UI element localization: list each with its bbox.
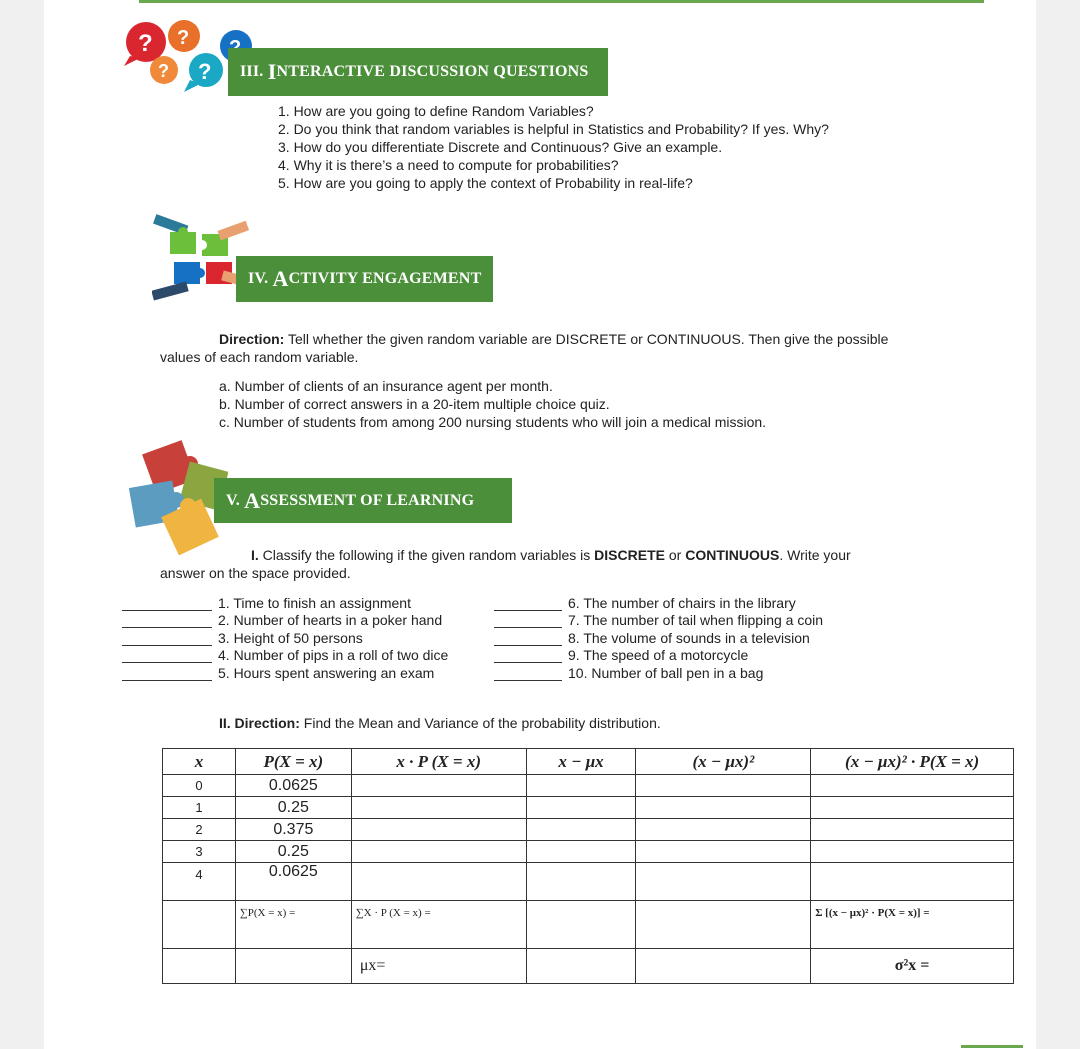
table-row [163,819,1014,841]
mean-label[interactable]: μx= [351,949,526,984]
direction-text: Tell whether the given random variable are DISCRETE or CONTINUOUS. Then give the possible [284,331,889,347]
answer-row [122,611,442,628]
answer-cell[interactable] [636,797,811,819]
answer-blank[interactable] [494,613,562,628]
part2-label: II. Direction: [219,715,300,731]
section5-banner [214,478,512,523]
answer-cell[interactable] [351,841,526,863]
answer-cell[interactable] [811,797,1014,819]
sum-variance-label[interactable]: Σ [(x − μx)² · P(X = x)] = [811,901,1014,949]
list-item: 4. Why it is there’s a need to compute for probabilities? [278,157,619,173]
answer-blank[interactable] [494,666,562,681]
answer-blank[interactable] [494,596,562,611]
result-row [163,949,1014,984]
x-cell: 2 [163,819,236,841]
answer-row [494,646,748,663]
table-row [163,863,1014,901]
p-cell: 0.0625 [235,863,351,901]
answer-row [122,629,363,646]
p-cell: 0.375 [235,819,351,841]
answer-row [494,611,823,628]
part1-text-end: . Write your [779,547,851,563]
section4-title: CTIVITY ENGAGEMENT [288,270,482,287]
list-item: 1. How are you going to define Random Variables? [278,103,594,119]
empty-cell [526,949,636,984]
answer-blank[interactable] [494,648,562,663]
empty-cell [526,901,636,949]
answer-row [122,646,448,663]
section5-num: V. [226,491,240,509]
empty-cell [163,949,236,984]
section3-title: NTERACTIVE DISCUSSION QUESTIONS [276,63,589,80]
item-label: 7. The number of tail when flipping a coin [568,612,824,628]
activity-items [219,377,766,431]
answer-cell[interactable] [351,775,526,797]
answer-cell[interactable] [351,819,526,841]
p-cell: 0.25 [235,841,351,863]
part1-label: I. [251,547,259,563]
x-cell: 0 [163,775,236,797]
section5-part2-direction [219,714,661,732]
section3-first: I [267,59,277,84]
answer-cell[interactable] [636,863,811,901]
answer-cell[interactable] [526,819,636,841]
empty-cell [235,949,351,984]
sum-row [163,901,1014,949]
answer-cell[interactable] [811,841,1014,863]
section4-num: IV. [248,270,269,287]
top-rule [139,0,984,3]
answer-cell[interactable] [636,819,811,841]
answer-blank[interactable] [122,648,212,663]
col-header: x [163,749,236,775]
list-item: b. Number of correct answers in a 20-item multiple choice quiz. [219,396,610,412]
svg-text:?: ? [177,27,190,49]
col-header: (x − μx)² [636,749,811,775]
svg-text:?: ? [138,30,153,57]
item-label: 10. Number of ball pen in a bag [568,665,764,681]
bottom-rule [961,1045,1023,1048]
table-row [163,797,1014,819]
answer-cell[interactable] [351,863,526,901]
answer-blank[interactable] [494,631,562,646]
section4-banner [236,256,493,302]
answer-cell[interactable] [811,775,1014,797]
section3-banner [228,48,608,96]
answer-cell[interactable] [811,819,1014,841]
puzzle-pieces-icon [128,440,228,558]
item-label: 4. Number of pips in a roll of two dice [218,647,449,663]
col-header: (x − μx)² · P(X = x) [811,749,1014,775]
answer-row [122,664,434,681]
answer-cell[interactable] [351,797,526,819]
sum-xp-label[interactable]: ∑X · P (X = x) = [351,901,526,949]
section5-title: SSESSMENT OF LEARNING [260,491,475,509]
item-label: 2. Number of hearts in a poker hand [218,612,443,628]
answer-cell[interactable] [636,775,811,797]
svg-text:?: ? [198,59,212,84]
table-row [163,841,1014,863]
probability-table [162,748,1014,984]
item-label: 8. The volume of sounds in a television [568,630,810,646]
x-cell: 1 [163,797,236,819]
answer-cell[interactable] [811,863,1014,901]
section4-direction [160,330,940,366]
item-label: 9. The speed of a motorcycle [568,647,749,663]
list-item: 2. Do you think that random variables is helpful in Statistics and Probability? If yes. Why? [278,121,829,137]
list-item: 3. How do you differentiate Discrete and Continuous? Give an example. [278,139,723,155]
list-item: a. Number of clients of an insurance agent per month. [219,378,553,394]
discrete-word: DISCRETE [594,547,665,563]
continuous-word: CONTINUOUS [685,547,780,563]
answer-blank[interactable] [122,666,212,681]
list-item: 5. How are you going to apply the context of Probability in real-life? [278,175,693,191]
answer-row [494,664,763,681]
empty-cell [636,949,811,984]
svg-text:?: ? [158,61,169,81]
empty-cell [636,901,811,949]
p-cell: 0.0625 [235,775,351,797]
x-cell: 3 [163,841,236,863]
answer-blank[interactable] [122,631,212,646]
x-cell: 4 [163,863,236,901]
variance-label[interactable]: σ²x = [811,949,1014,984]
section3-num: III. [240,63,264,80]
discussion-questions [278,102,829,192]
item-label: 3. Height of 50 persons [218,630,363,646]
table-header-row [163,749,1014,775]
col-header: P(X = x) [235,749,351,775]
answer-cell[interactable] [526,841,636,863]
answer-cell[interactable] [636,841,811,863]
answer-cell[interactable] [526,863,636,901]
answer-blank[interactable] [122,613,212,628]
item-label: 6. The number of chairs in the library [568,595,796,611]
part1-text-2: answer on the space provided. [160,565,351,581]
part1-text: Classify the following if the given random variables is [258,547,595,563]
direction-text-2: values of each random variable. [160,349,359,365]
answer-row [122,594,411,611]
item-label: 5. Hours spent answering an exam [218,665,435,681]
answer-row [494,629,810,646]
answer-cell[interactable] [526,775,636,797]
or-word: or [664,547,686,563]
section4-first: A [272,266,289,291]
section5-part1-direction [160,546,940,582]
p-cell: 0.25 [235,797,351,819]
item-label: 1. Time to finish an assignment [218,595,411,611]
direction-label: Direction: [219,331,285,347]
sum-p-label: ∑P(X = x) = [235,901,351,949]
table-row [163,775,1014,797]
col-header: x − μx [526,749,636,775]
empty-cell [163,901,236,949]
part2-text: Find the Mean and Variance of the probability distribution. [299,715,661,731]
answer-blank[interactable] [122,596,212,611]
answer-cell[interactable] [526,797,636,819]
list-item: c. Number of students from among 200 nursing students who will join a medical mission. [219,414,767,430]
answer-row [494,594,796,611]
col-header: x · P (X = x) [351,749,526,775]
section5-first: A [244,487,261,513]
